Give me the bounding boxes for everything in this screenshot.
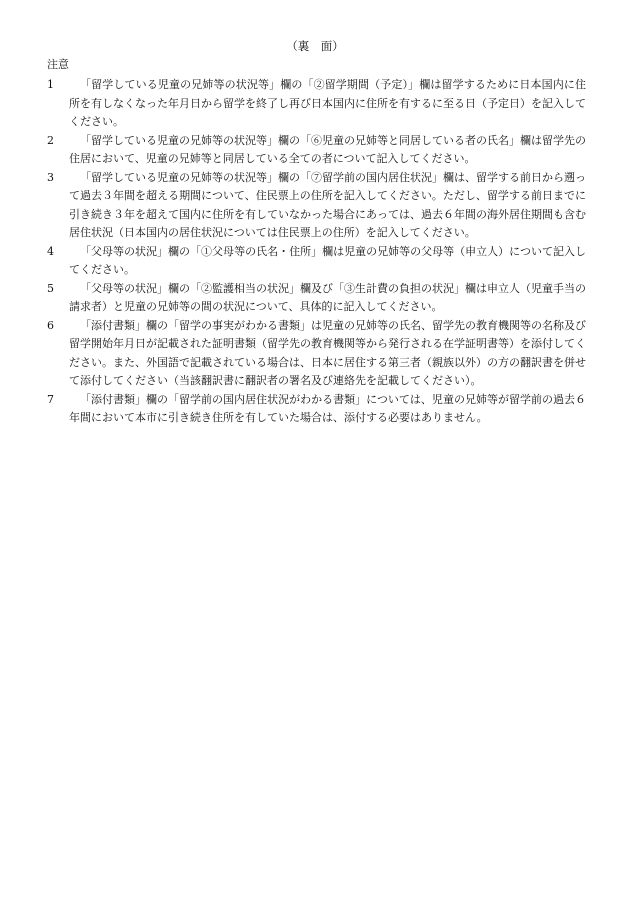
note-item-4 xyxy=(44,243,586,280)
note-text: 「父母等の状況」欄の「②監護相当の状況」欄及び「③生計費の負担の状況」欄は申立人（児童手当の請求者）と児童の兄姉等の間の状況について、具体的に記入してください。 xyxy=(69,281,586,313)
notes-list xyxy=(44,76,586,428)
note-number: 6 xyxy=(47,318,54,332)
note-item-7 xyxy=(44,391,586,428)
note-item-3 xyxy=(44,169,586,243)
page-side-label: （裏 面） xyxy=(286,39,344,53)
note-text: 「父母等の状況」欄の「①父母等の氏名・住所」欄は児童の兄姉等の父母等（申立人）について記入してください。 xyxy=(69,244,586,276)
note-text: 「留学している児童の兄姉等の状況等」欄の「②留学期間（予定）」欄は留学するために日本国内に住所を有しなくなった年月日から留学を終了し再び日本国内に住所を有するに至る日（予定日）を記入してください。 xyxy=(69,78,586,128)
note-text: 「留学している児童の兄姉等の状況等」欄の「⑥児童の兄姉等と同居している者の氏名」欄は留学先の住居において、児童の兄姉等と同居している全ての者について記入してください。 xyxy=(69,133,586,165)
note-number: 7 xyxy=(47,392,54,406)
note-number: 3 xyxy=(47,170,54,184)
note-number: 4 xyxy=(47,244,54,258)
note-item-6 xyxy=(44,317,586,391)
note-number: 2 xyxy=(47,133,54,147)
note-text: 「留学している児童の兄姉等の状況等」欄の「⑦留学前の国内居住状況」欄は、留学する前日から遡って過去３年間を超える期間について、住民票上の住所を記入してください。ただし、留学する前日までに引き続き３年を超えて国内に住所を有していなかった場合にあっては、過去６年間の海外居住期間も含む居住状況（日本国内の居住状況については住民票上の住所）を記入してください。 xyxy=(69,170,586,239)
note-item-5 xyxy=(44,280,586,317)
notes-heading: 注意 xyxy=(47,58,69,71)
note-item-2 xyxy=(44,132,586,169)
note-text: 「添付書類」欄の「留学の事実がわかる書類」は児童の兄姉等の氏名、留学先の教育機関等の名称及び留学開始年月日が記載された証明書類（留学先の教育機関等から発行される在学証明書等）を添付してください。また、外国語で記載されている場合は、日本に居住する第三者（親族以外）の方の翻訳書を併せて添付してください（当該翻訳書に翻訳者の署名及び連絡先を記載してください）。 xyxy=(69,318,586,387)
note-text: 「添付書類」欄の「留学前の国内居住状況がわかる書類」については、児童の兄姉等が留学前の過去６年間において本市に引き続き住所を有していた場合は、添付する必要はありません。 xyxy=(69,392,586,424)
note-number: 1 xyxy=(47,78,54,91)
note-number: 5 xyxy=(47,281,54,295)
note-item-1 xyxy=(44,76,586,132)
